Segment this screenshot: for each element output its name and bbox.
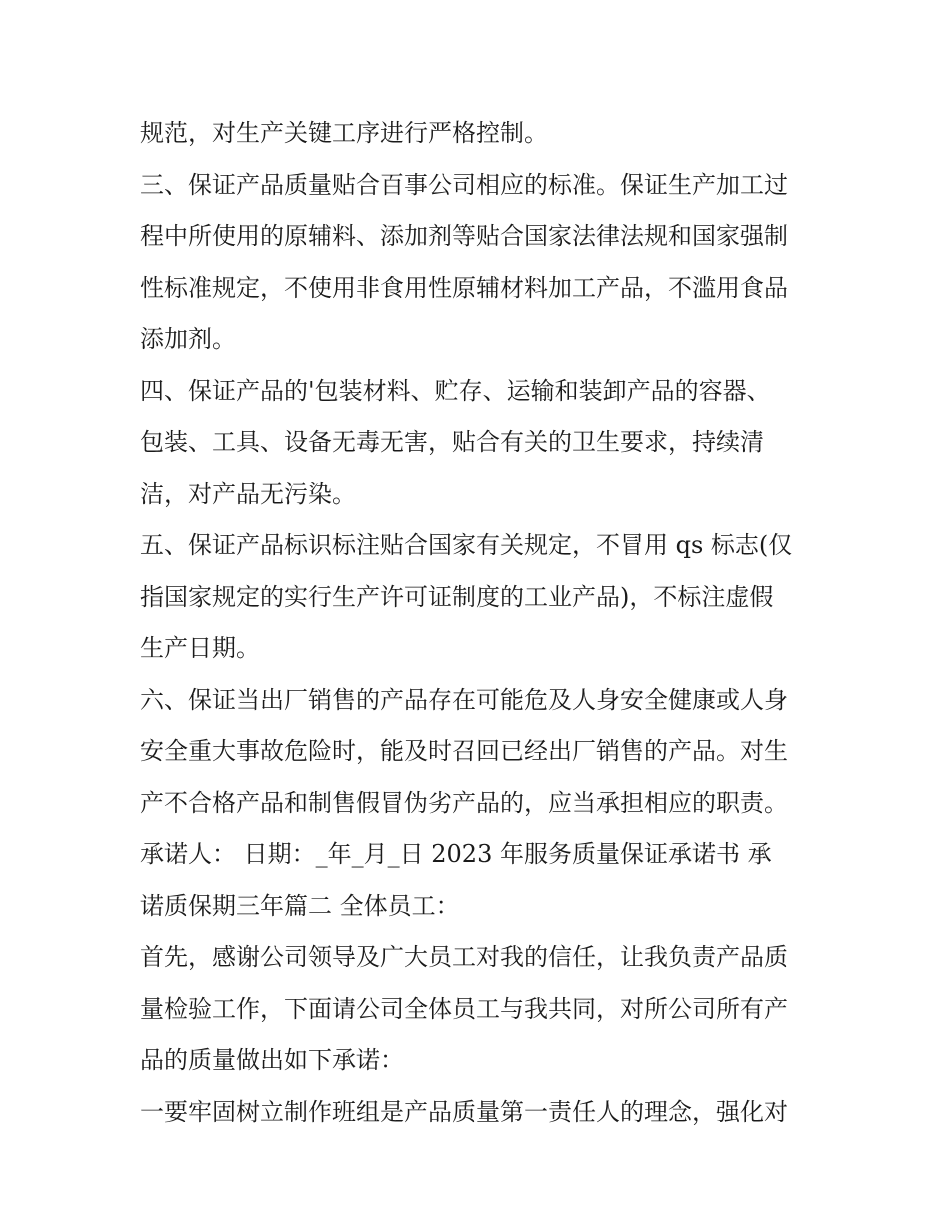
text-line: 安全重大事故危险时，能及时召回已经出厂销售的产品。对生 (140, 737, 788, 765)
text-line: 规范，对生产关键工序进行严格控制。 (140, 119, 548, 147)
text-line: 四、保证产品的'包装材料、贮存、运输和装卸产品的容器、 (140, 376, 771, 405)
text-line: 洁，对产品无污染。 (140, 479, 356, 508)
text-line: 产不合格产品和制售假冒伪劣产品的，应当承担相应的职责。 (140, 788, 788, 817)
text-line: 生产日期。 (140, 634, 260, 662)
text-line: 六、保证当出厂销售的产品存在可能危及人身安全健康或人身 (140, 685, 788, 714)
text-line: 五、保证产品标识标注贴合国家有关规定，不冒用 qs 标志(仅 (140, 531, 793, 559)
text-line: 包装、工具、设备无毒无害，贴合有关的卫生要求，持续清 (140, 428, 764, 456)
text-line: 首先，感谢公司领导及广大员工对我的信任，让我负责产品质 (140, 943, 788, 971)
text-line: 品的质量做出如下承诺： (140, 1046, 404, 1074)
text-line: 量检验工作，下面请公司全体员工与我共同，对所公司所有产 (140, 994, 788, 1023)
document-body (140, 108, 820, 1138)
text-line: 诺质保期三年篇二 全体员工： (140, 891, 460, 920)
text-line: 三、保证产品质量贴合百事公司相应的标准。保证生产加工过 (140, 170, 788, 199)
text-line: 一要牢固树立制作班组是产品质量第一责任人的理念，强化对 (140, 1097, 788, 1126)
text-line: 性标准规定，不使用非食用性原辅材料加工产品，不滥用食品 (140, 273, 788, 302)
text-line: 指国家规定的实行生产许可证制度的工业产品)，不标注虚假 (140, 582, 774, 611)
text-line: 程中所使用的原辅料、添加剂等贴合国家法律法规和国家强制 (140, 222, 788, 250)
text-line: 承诺人： 日期：_年_月_日 2023 年服务质量保证承诺书 承 (140, 840, 772, 868)
text-line: 添加剂。 (140, 325, 236, 353)
